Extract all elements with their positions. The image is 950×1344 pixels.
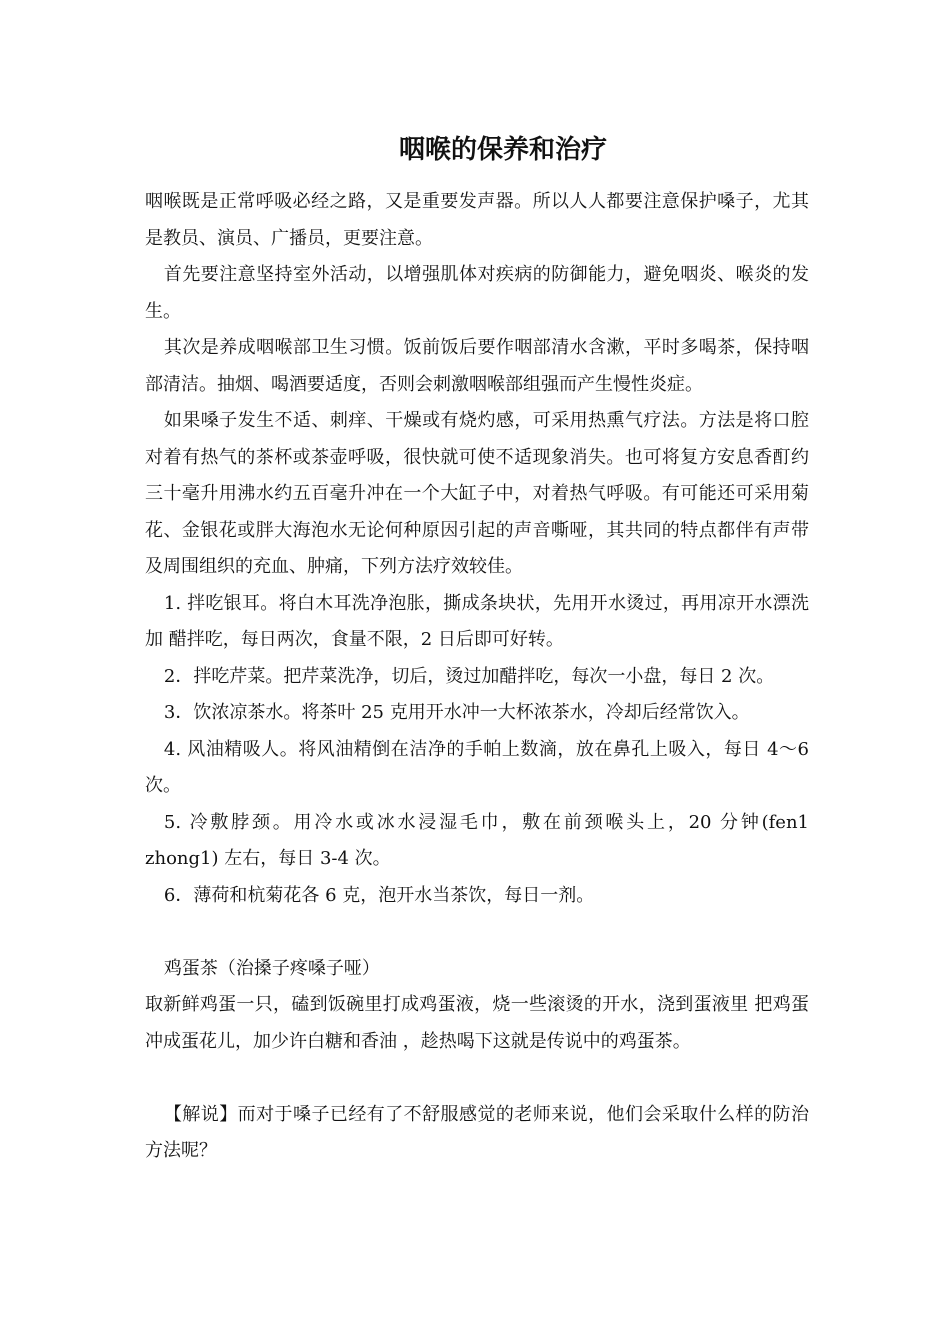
list-item-1: 1. 拌吃银耳。将白木耳洗净泡胀，撕成条块状，先用开水烫过，再用凉开水漂洗加 醋拌吃，每日两次，食量不限，2 日后即可好转。 [145, 592, 809, 650]
document-body [145, 184, 809, 1170]
paragraph-intro: 咽喉既是正常呼吸必经之路，又是重要发声器。所以人人都要注意保护嗓子，尤其是教员、演员、广播员，更要注意。 [145, 191, 809, 249]
list-item-3: 3．饮浓凉茶水。将茶叶 25 克用开水冲一大杯浓茶水，冷却后经常饮入。 [163, 702, 750, 723]
list-item-2: 2．拌吃芹菜。把芹菜洗净，切后，烫过加醋拌吃，每次一小盘，每日 2 次。 [163, 665, 775, 687]
paragraph-egg-tea-recipe: 取新鲜鸡蛋一只，磕到饭碗里打成鸡蛋液，烧一些滚烫的开水，浇到蛋液里 把鸡蛋冲成蛋花儿，加少许白糖和香油 ，趁热喝下这就是传说中的鸡蛋茶。 [145, 994, 809, 1052]
list-item-4: 4. 风油精吸人。将风油精倒在洁净的手帕上数滴，放在鼻孔上吸入，每日 4～6 次。 [145, 738, 809, 796]
list-item-5: 5. 冷敷脖颈。用冷水或冰水浸湿毛巾，敷在前颈喉头上，20 分钟(fen1 zhong1) 左右，每日 3-4 次。 [145, 811, 809, 869]
blank-line [145, 1060, 809, 1097]
document-title: 咽喉的保养和治疗 [398, 135, 607, 165]
paragraph-commentary: 【解说】而对于嗓子已经有了不舒服感觉的老师来说，他们会采取什么样的防治方法呢？ [145, 1103, 809, 1161]
paragraph-outdoor-activity: 首先要注意坚持室外活动，以增强肌体对疾病的防御能力，避免咽炎、喉炎的发生。 [145, 264, 809, 322]
blank-line [145, 914, 809, 951]
section-heading-egg-tea: 鸡蛋茶（治搡子疼嗓子哑） [163, 957, 380, 979]
list-item-6: 6．薄荷和杭菊花各 6 克，泡开水当茶饮，每日一剂。 [163, 884, 595, 906]
paragraph-hygiene-habits: 其次是养成咽喉部卫生习惯。饭前饭后要作咽部清水含漱，平时多喝茶，保持咽部清洁。抽烟、喝酒要适度，否则会刺激咽喉部组强而产生慢性炎症。 [145, 337, 809, 395]
paragraph-steam-therapy: 如果嗓子发生不适、刺痒、干燥或有烧灼感，可采用热熏气疗法。方法是将口腔对着有热气的茶杯或茶壶呼吸，很快就可使不适现象消失。也可将复方安息香酊约三十毫升用沸水约五百毫升冲在一个大缸子中，对着热气呼吸。有可能还可采用菊花、金银花或胖大海泡水无论何种原因引起的声音嘶哑，其共同的特点都伴有声带及周围组织的充血、肿痛，下列方法疗效较佳。 [145, 410, 809, 577]
